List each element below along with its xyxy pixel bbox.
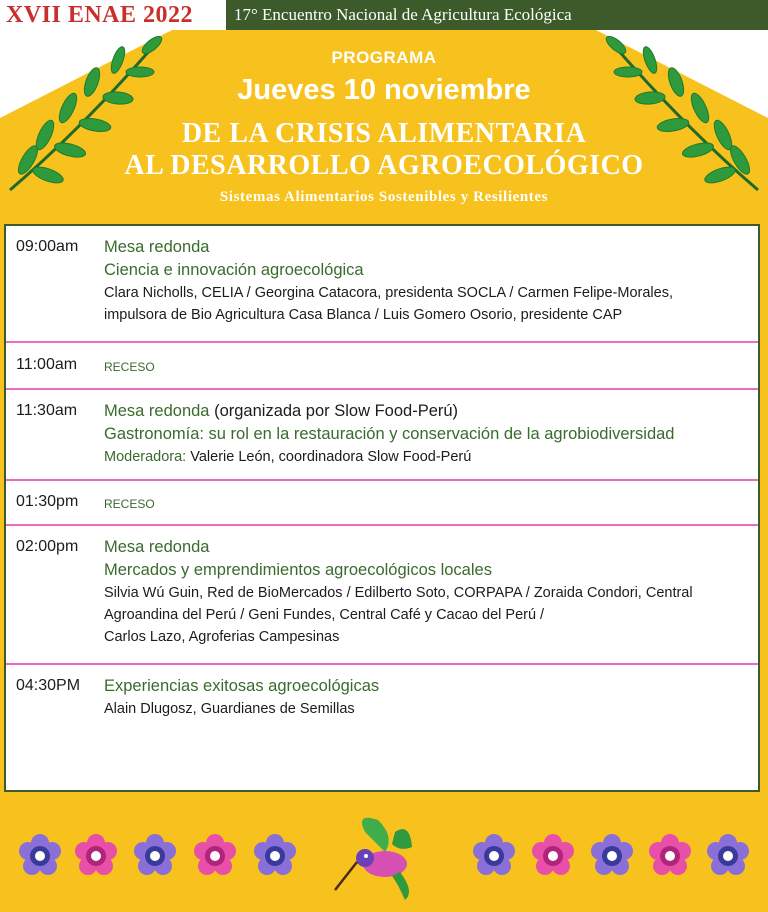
- session-speakers: Alain Dlugosz, Guardianes de Semillas: [104, 701, 355, 717]
- flower-icon: [473, 834, 515, 875]
- session-type: Mesa redonda: [104, 538, 210, 556]
- schedule-panel: [4, 224, 760, 792]
- brand-box: [0, 0, 226, 30]
- session-time: 09:00am: [16, 238, 79, 255]
- flower-icon: [19, 834, 61, 875]
- top-bar: [0, 0, 768, 30]
- session-speakers: Agroandina del Perú / Geni Fundes, Central Café y Cacao del Perú /: [104, 607, 545, 623]
- session-time: 11:00am: [16, 356, 78, 373]
- flower-icon: [194, 834, 236, 875]
- brand-title: XVII ENAE 2022: [6, 2, 194, 28]
- recess-label: RECESO: [104, 360, 155, 374]
- main-title: [0, 118, 768, 182]
- hummingbird-icon: [335, 818, 412, 900]
- flower-icon: [707, 834, 749, 875]
- schedule-row: [6, 665, 758, 790]
- session-speakers: Carlos Lazo, Agroferias Campesinas: [104, 629, 340, 645]
- schedule-row: [6, 390, 758, 481]
- flower-icon: [649, 834, 691, 875]
- programa-label: PROGRAMA: [331, 48, 437, 67]
- session-topic: Gastronomía: su rol en la restauración y conservación de la agrobiodiversidad: [104, 425, 675, 443]
- flower-icon: [532, 834, 574, 875]
- session-topic: Experiencias exitosas agroecológicas: [104, 677, 380, 695]
- session-topic: Mercados y emprendimientos agroecológicos locales: [104, 561, 492, 579]
- main-title-line2: AL DESARROLLO AGROECOLÓGICO: [124, 150, 644, 181]
- tagline: Sistemas Alimentarios Sostenibles y Resilientes: [219, 189, 549, 205]
- session-time: 02:00pm: [16, 538, 79, 555]
- schedule-row: [6, 343, 758, 390]
- moderator-name: Valerie León, coordinadora Slow Food-Perú: [186, 449, 472, 465]
- schedule-row: [6, 481, 758, 526]
- main-title-line1: DE LA CRISIS ALIMENTARIA: [181, 118, 587, 149]
- session-time: 11:30am: [16, 402, 78, 419]
- schedule-row: [6, 526, 758, 665]
- flower-icon: [591, 834, 633, 875]
- flower-icon: [134, 834, 176, 875]
- session-topic: Ciencia e innovación agroecológica: [104, 261, 364, 279]
- event-name: 17° Encuentro Nacional de Agricultura Ecológica: [234, 5, 572, 24]
- schedule-row: [6, 226, 758, 343]
- bottom-decoration: [0, 792, 768, 912]
- session-speakers: impulsora de Bio Agricultura Casa Blanca / Luis Gomero Osorio, presidente CAP: [104, 307, 623, 323]
- session-time: 01:30pm: [16, 493, 79, 510]
- session-speakers: Silvia Wú Guin, Red de BioMercados / Edilberto Soto, CORPAPA / Zoraida Condori, Central: [104, 585, 693, 601]
- session-time: 04:30PM: [16, 677, 81, 694]
- session-type: Mesa redonda: [104, 402, 210, 420]
- flower-icon: [254, 834, 296, 875]
- session-type-note: (organizada por Slow Food-Perú): [209, 402, 459, 420]
- session-type: Mesa redonda: [104, 238, 210, 256]
- date-heading: Jueves 10 noviembre: [237, 74, 531, 106]
- recess-label: RECESO: [104, 497, 155, 511]
- session-speakers: Clara Nicholls, CELIA / Georgina Catacora, presidenta SOCLA / Carmen Felipe-Morales,: [104, 285, 673, 301]
- moderator-label: Moderadora:: [104, 449, 187, 465]
- flower-icon: [75, 834, 117, 875]
